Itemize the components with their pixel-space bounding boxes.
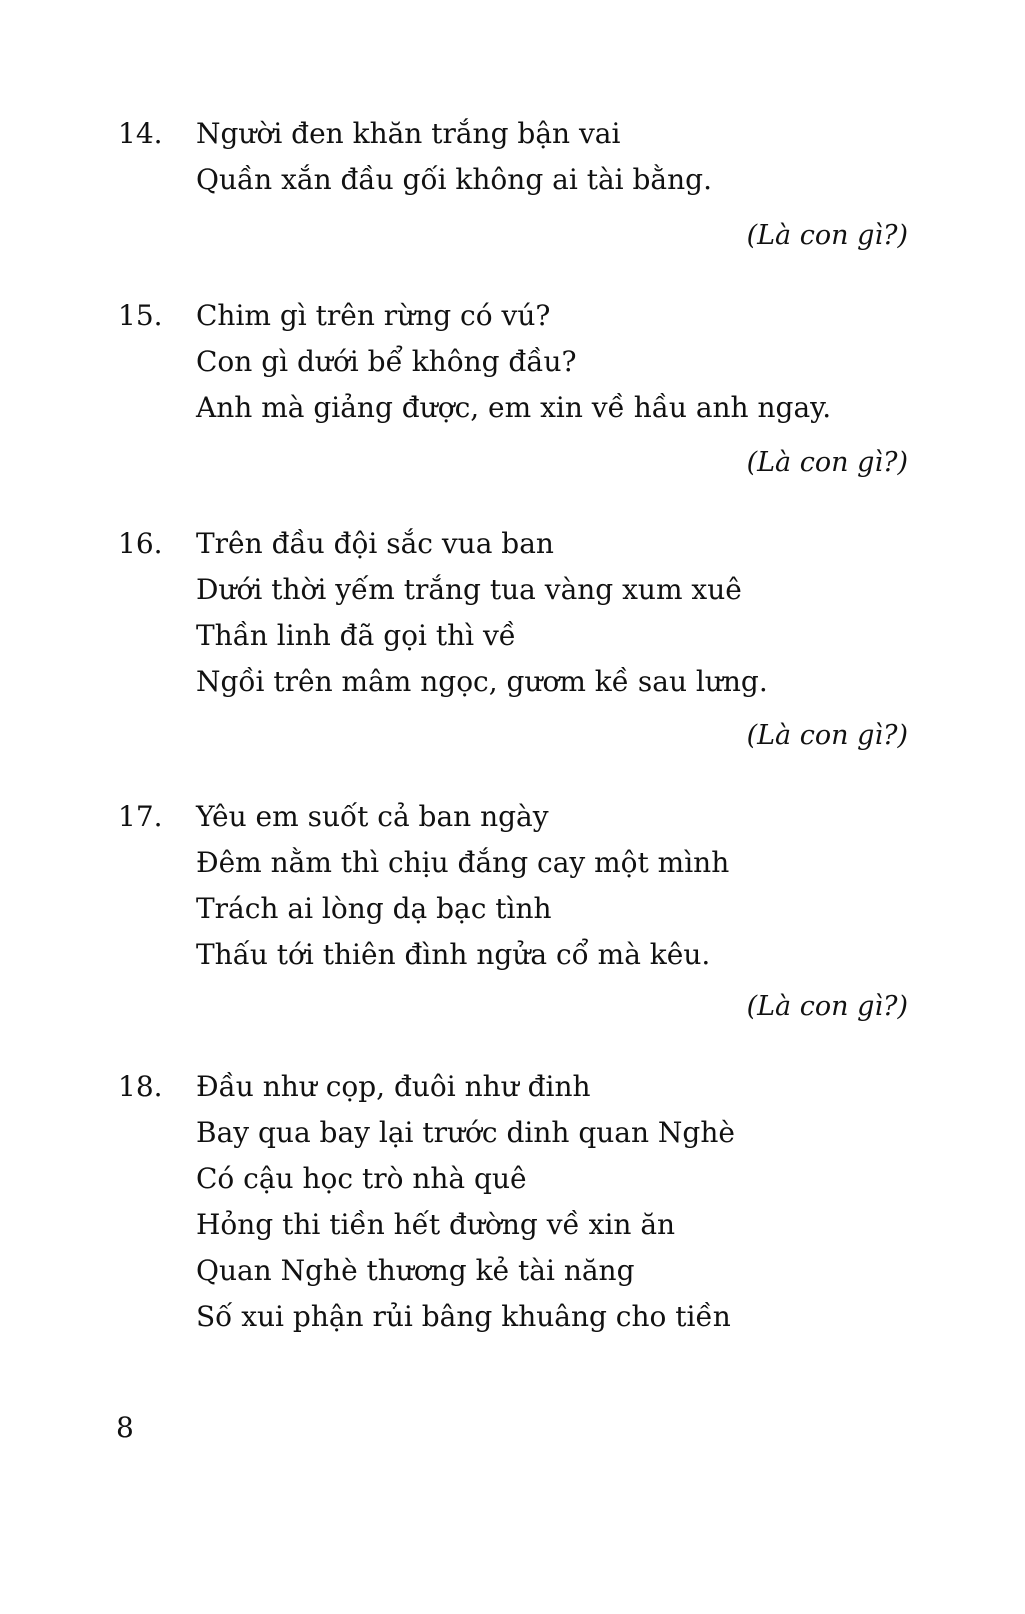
verse-line: Người đen khăn trắng bận vai [196,117,621,150]
verse-line: Đầu như cọp, đuôi như đinh [196,1070,591,1103]
verse-line: Có cậu học trò nhà quê [196,1162,527,1195]
riddle-number: 18. [118,1070,163,1103]
riddle-number: 15. [118,299,163,332]
verse-line: Số xui phận rủi bâng khuâng cho tiền [196,1300,731,1333]
verse-line: Quan Nghè thương kẻ tài năng [196,1254,635,1287]
riddle-answer-prompt: (Là con gì?) [746,991,908,1022]
verse-line: Đêm nằm thì chịu đắng cay một mình [196,846,730,879]
verse-line: Chim gì trên rừng có vú? [196,299,551,332]
verse-line: Trách ai lòng dạ bạc tình [196,892,552,925]
riddle-verse [196,794,896,978]
riddle-number: 17. [118,800,163,833]
riddle-verse [196,1064,896,1340]
verse-line: Hỏng thi tiền hết đường về xin ăn [196,1208,676,1241]
riddle-number: 14. [118,117,163,150]
riddle-17 [118,794,908,1039]
riddle-verse [196,111,896,203]
verse-line: Ngồi trên mâm ngọc, gươm kề sau lưng. [196,665,768,698]
riddle-18 [118,1064,908,1344]
riddle-16 [118,521,908,766]
riddle-answer-prompt: (Là con gì?) [746,220,908,251]
verse-line: Quần xắn đầu gối không ai tài bằng. [196,163,712,196]
riddle-answer-prompt: (Là con gì?) [746,447,908,478]
verse-line: Trên đầu đội sắc vua ban [196,527,554,560]
verse-line: Yêu em suốt cả ban ngày [196,800,549,833]
verse-line: Anh mà giảng được, em xin về hầu anh ngay. [196,391,832,424]
verse-line: Thần linh đã gọi thì về [196,619,517,652]
riddle-number: 16. [118,527,163,560]
riddle-14 [118,111,908,261]
verse-line: Thấu tới thiên đình ngửa cổ mà kêu. [196,938,711,971]
verse-line: Dưới thời yếm trắng tua vàng xum xuê [196,573,742,606]
verse-line: Con gì dưới bể không đầu? [196,345,577,378]
riddle-verse [196,293,896,431]
page-number: 8 [116,1411,134,1444]
riddle-answer-prompt: (Là con gì?) [746,720,908,751]
verse-line: Bay qua bay lại trước dinh quan Nghè [196,1116,735,1149]
riddle-15 [118,293,908,493]
riddle-verse [196,521,896,705]
